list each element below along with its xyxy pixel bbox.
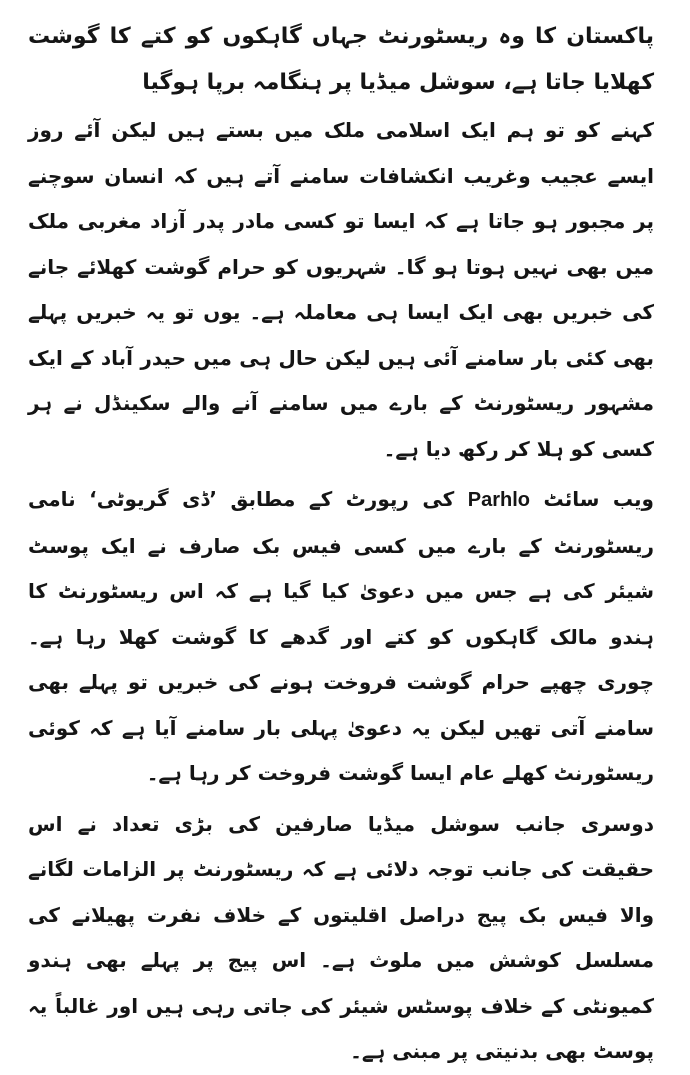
article-paragraph-1: کہنے کو تو ہم ایک اسلامی ملک میں بستے ہیں لیکن آئے روز ایسے عجیب وغریب انکشافات سامنے آتے ہیں کہ انسان سوچنے پر مجبور ہو جاتا ہے کہ ایسا تو کسی مادر پدر آزاد مغربی ملک میں بھی نہیں ہوتا ہو گا۔ شہریوں کو حرام گوشت کھلائے جانے کی خبریں بھی ایک ایسا ہی معاملہ ہے۔ یوں تو یہ خبریں پہلے بھی کئی بار سامنے آئی ہیں لیکن حال ہی میں حیدر آباد کے ایک مشہور ریسٹورنٹ کے بارے میں سامنے آنے والے سکینڈل نے ہر کسی کو ہلا کر رکھ دیا ہے۔ bbox=[28, 118, 654, 461]
paragraph-2-body: کی رپورٹ کے مطابق ’ڈی گریوٹی‘ نامی ریسٹورنٹ کے بارے میں کسی فیس بک صارف نے ایک پوسٹ شیئر کی ہے جس میں دعویٰ کیا گیا ہے کہ اس ریسٹورنٹ کا ہندو مالک گاہکوں کو کتے اور گدھے کا گوشت کھلا رہا ہے۔ چوری چھپے حرام گوشت فروخت ہونے کی خبریں تو پہلے بھی سامنے آتی تھیں لیکن یہ دعویٰ پہلی بار سامنے آیا ہے کہ کوئی ریسٹورنٹ کھلے عام ایسا گوشت فروخت کر رہا ہے۔ bbox=[28, 487, 654, 785]
source-website-name: Parhlo bbox=[467, 489, 531, 511]
paragraph-2-intro: ویب سائٹ bbox=[530, 487, 654, 511]
article-title: پاکستان کا وہ ریسٹورنٹ جہاں گاہکوں کو کتے کا گوشت کھلایا جاتا ہے، سوشل میڈیا پر ہنگامہ برپا ہوگیا bbox=[28, 24, 654, 95]
article-paragraph-2 bbox=[28, 477, 654, 797]
article-paragraph-3: دوسری جانب سوشل میڈیا صارفین کی بڑی تعداد نے اس حقیقت کی جانب توجہ دلائی ہے کہ ریسٹورنٹ پر الزامات لگانے والا فیس بک پیج دراصل اقلیتوں کے خلاف نفرت پھیلانے کی مسلسل کوشش میں ملوث ہے۔ اس پیج پر پہلے بھی ہندو کمیونٹی کے خلاف پوسٹس شیئر کی جاتی رہی ہیں اور غالباً یہ پوسٹ بھی بدنیتی پر مبنی ہے۔ bbox=[28, 811, 654, 1063]
